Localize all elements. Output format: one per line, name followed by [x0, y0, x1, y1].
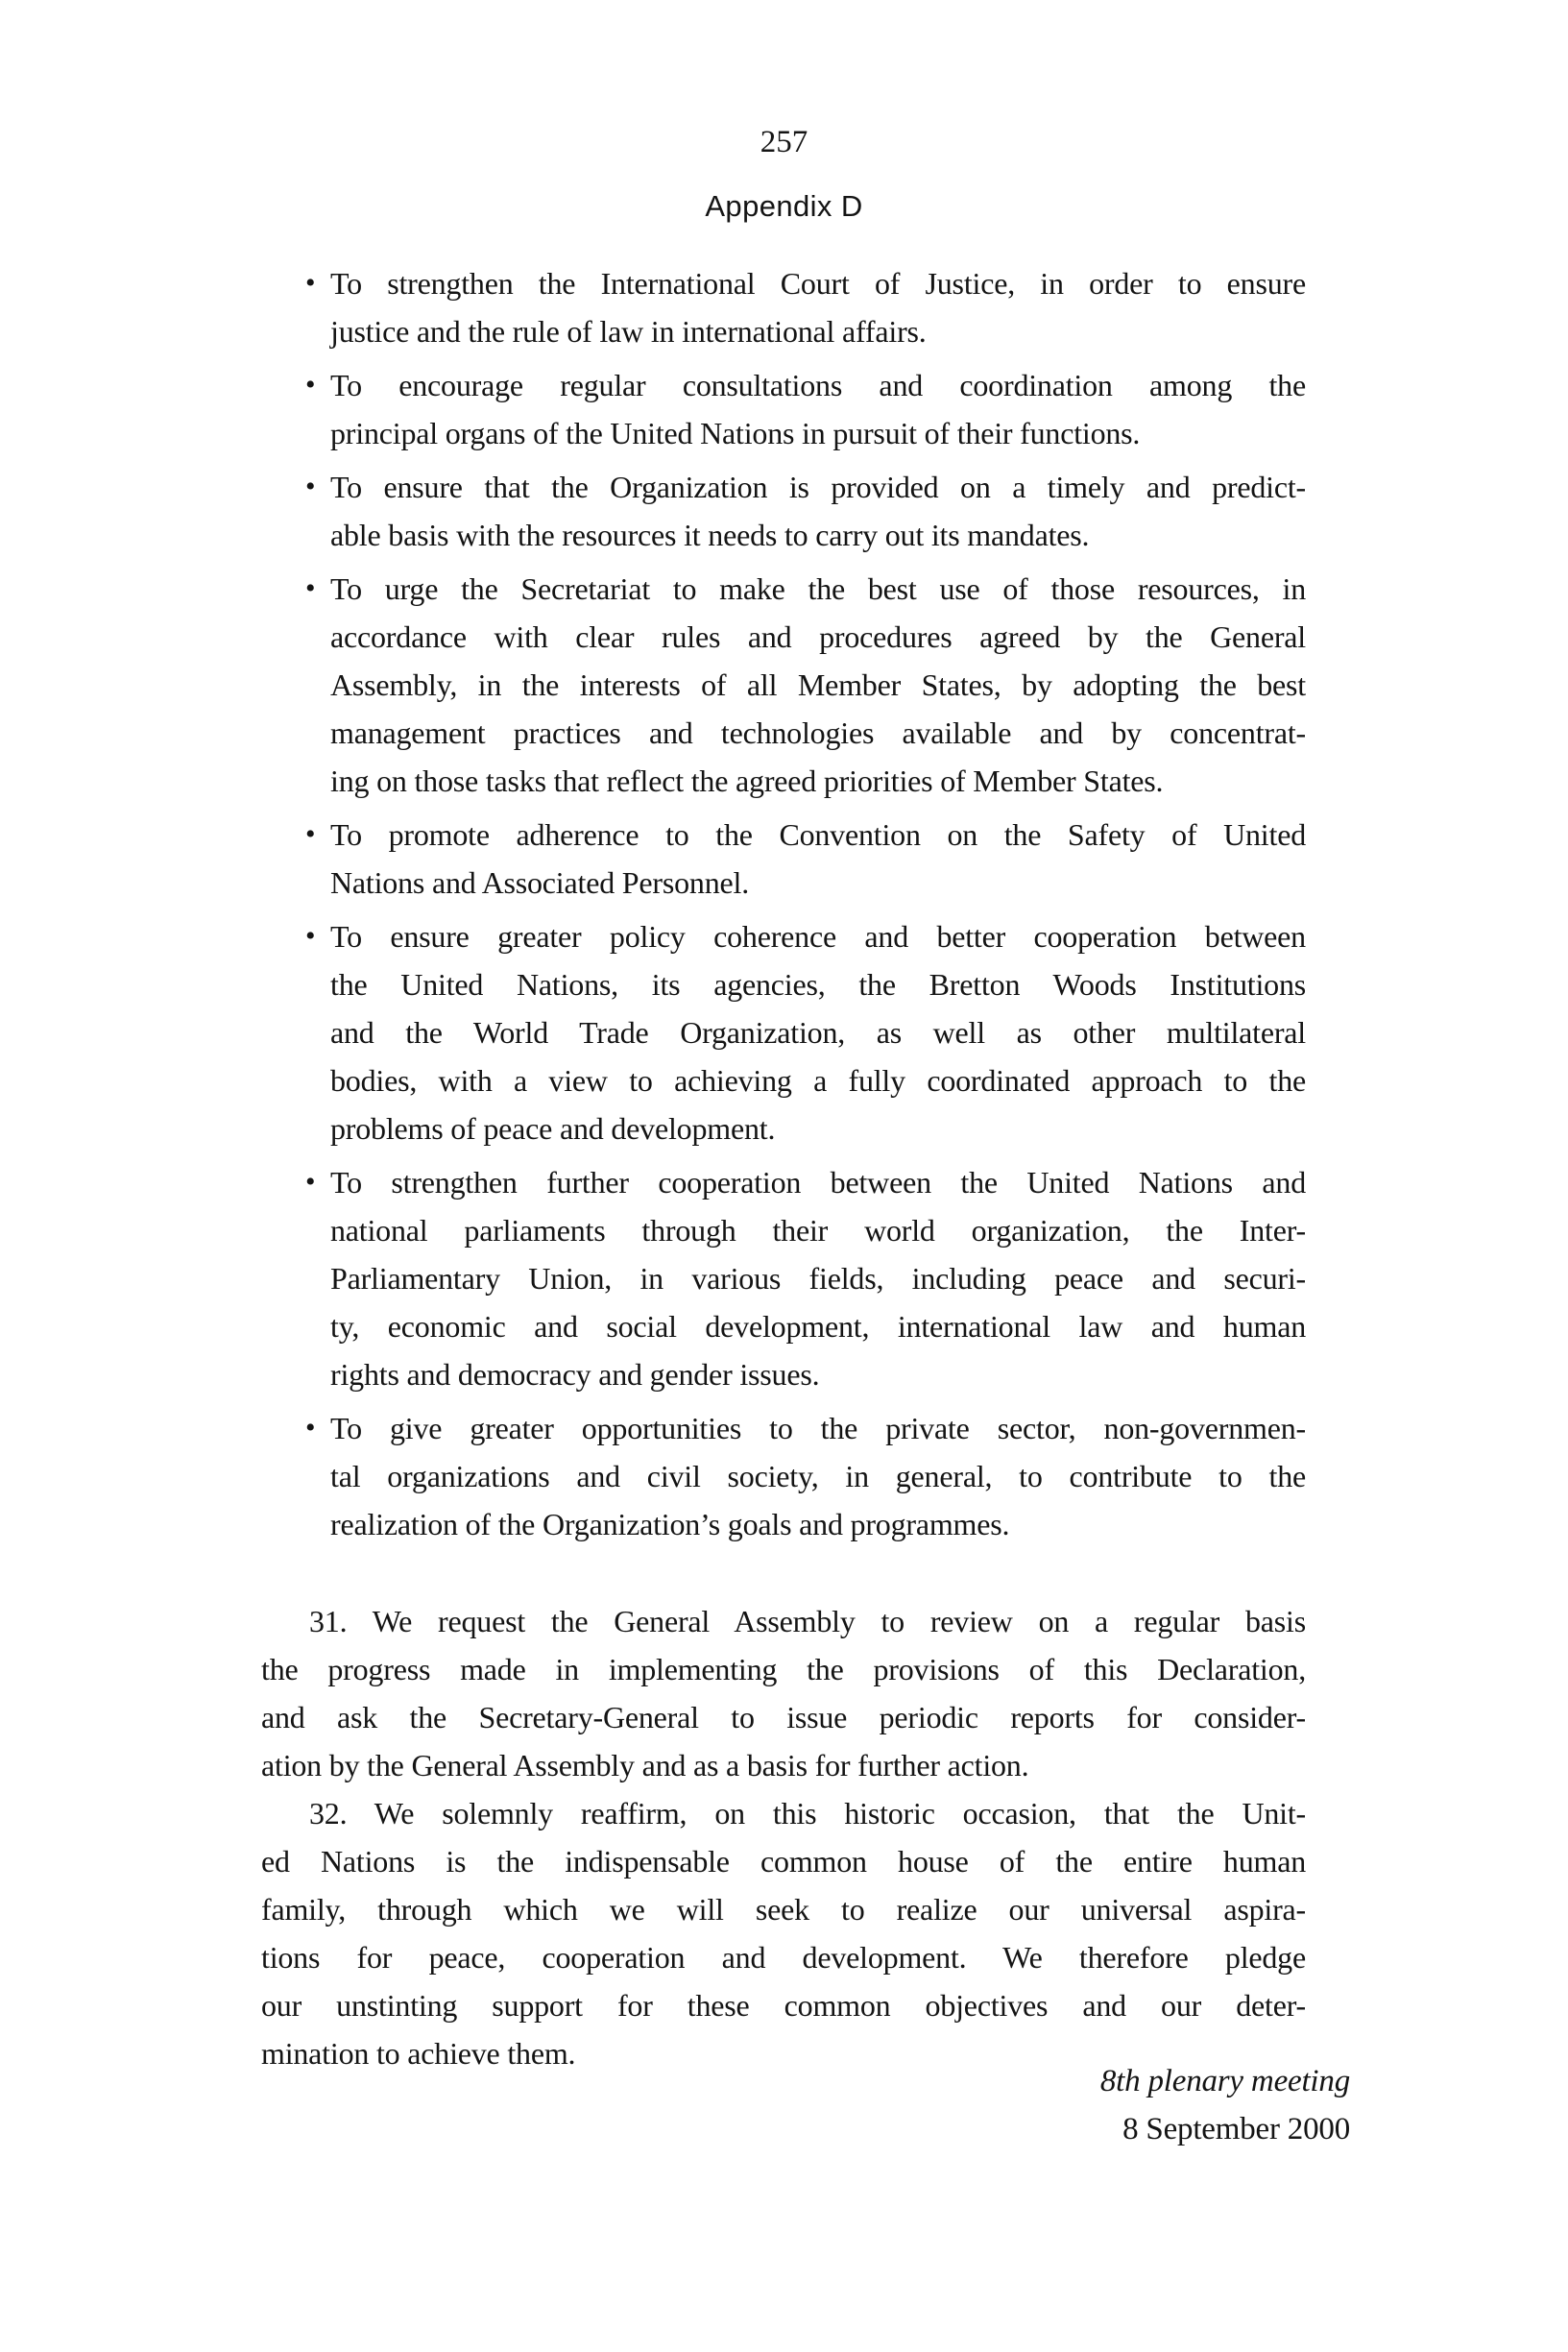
page-number: 257 — [760, 125, 808, 159]
text-line: national parliaments through their world organization, the Inter- — [330, 1213, 1306, 1248]
numbered-paragraphs — [261, 1597, 1306, 2077]
bullet-marker: • — [305, 1166, 316, 1198]
text-line: To ensure greater policy coherence and better cooperation between — [330, 919, 1306, 954]
bullet-item — [305, 361, 1306, 457]
text-line: management practices and technologies available and by concentrat- — [330, 715, 1306, 750]
text-line: ing on those tasks that reflect the agreed priorities of Member States. — [330, 764, 1164, 798]
text-line: and the World Trade Organization, as well as other multilateral — [330, 1015, 1306, 1050]
text-line: accordance with clear rules and procedures agreed by the General — [330, 619, 1306, 654]
text-line: 32. We solemnly reaffirm, on this historic occasion, that the Unit- — [309, 1796, 1306, 1831]
text-line: the United Nations, its agencies, the Bretton Woods Institutions — [330, 967, 1306, 1002]
bullet-item — [305, 912, 1306, 1152]
text-line: To ensure that the Organization is provided on a timely and predict- — [330, 470, 1306, 504]
text-line: To urge the Secretariat to make the best use of those resources, in — [330, 571, 1306, 606]
text-line: tal organizations and civil society, in general, to contribute to the — [330, 1459, 1306, 1493]
text-line: ty, economic and social development, international law and human — [330, 1309, 1306, 1344]
body-text — [261, 259, 1306, 2077]
text-line: To strengthen the International Court of Justice, in order to ensure — [330, 266, 1306, 301]
text-line: realization of the Organization’s goals and programmes. — [330, 1507, 1010, 1541]
bullet-marker: • — [305, 818, 316, 850]
text-line: our unstinting support for these common objectives and our deter- — [261, 1988, 1306, 2023]
bullet-marker: • — [305, 920, 316, 952]
text-line: rights and democracy and gender issues. — [330, 1357, 820, 1392]
bullet-list — [261, 259, 1306, 1548]
text-line: To encourage regular consultations and coordination among the — [330, 368, 1306, 402]
bullet-marker: • — [305, 267, 316, 299]
text-line: the progress made in implementing the provisions of this Declaration, — [261, 1652, 1306, 1686]
bullet-item — [305, 811, 1306, 907]
text-line: ation by the General Assembly and as a basis for further action. — [261, 1748, 1029, 1782]
text-line: principal organs of the United Nations in pursuit of their functions. — [330, 416, 1141, 450]
running-head-appendix: Appendix D — [705, 189, 863, 223]
bullet-marker: • — [305, 471, 316, 502]
bullet-marker: • — [305, 369, 316, 400]
text-line: To strengthen further cooperation between the United Nations and — [330, 1165, 1306, 1200]
bullet-item — [305, 463, 1306, 559]
text-line: bodies, with a view to achieving a fully coordinated approach to the — [330, 1063, 1306, 1098]
text-line: problems of peace and development. — [330, 1111, 776, 1146]
text-line: justice and the rule of law in international affairs. — [330, 314, 927, 349]
plenary-meeting-line: 8th plenary meeting — [1099, 2064, 1350, 2098]
bullet-item — [305, 259, 1306, 355]
meeting-signature — [1100, 2057, 1350, 2153]
text-line: Assembly, in the interests of all Member States, by adopting the best — [330, 667, 1306, 702]
text-line: 31. We request the General Assembly to review on a regular basis — [309, 1604, 1306, 1638]
text-line: To give greater opportunities to the private sector, non-governmen- — [330, 1411, 1306, 1445]
text-line: ed Nations is the indispensable common house of the entire human — [261, 1844, 1306, 1879]
text-line: To promote adherence to the Convention on the Safety of United — [330, 817, 1306, 852]
bullet-marker: • — [305, 1412, 316, 1443]
paragraph — [261, 1597, 1306, 1789]
bullet-item — [305, 1404, 1306, 1548]
bullet-item — [305, 1158, 1306, 1398]
text-line: tions for peace, cooperation and development. We therefore pledge — [261, 1940, 1306, 1975]
meeting-date-line: 8 September 2000 — [1122, 2112, 1350, 2146]
text-line: Parliamentary Union, in various fields, including peace and securi- — [330, 1261, 1306, 1296]
text-line: family, through which we will seek to realize our universal aspira- — [261, 1892, 1306, 1927]
bullet-item — [305, 565, 1306, 805]
paragraph — [261, 1789, 1306, 2077]
text-line: mination to achieve them. — [261, 2036, 576, 2071]
text-line: and ask the Secretary-General to issue periodic reports for consider- — [261, 1700, 1306, 1734]
text-line: Nations and Associated Personnel. — [330, 865, 749, 900]
bullet-marker: • — [305, 572, 316, 604]
text-line: able basis with the resources it needs to carry out its mandates. — [330, 518, 1090, 552]
